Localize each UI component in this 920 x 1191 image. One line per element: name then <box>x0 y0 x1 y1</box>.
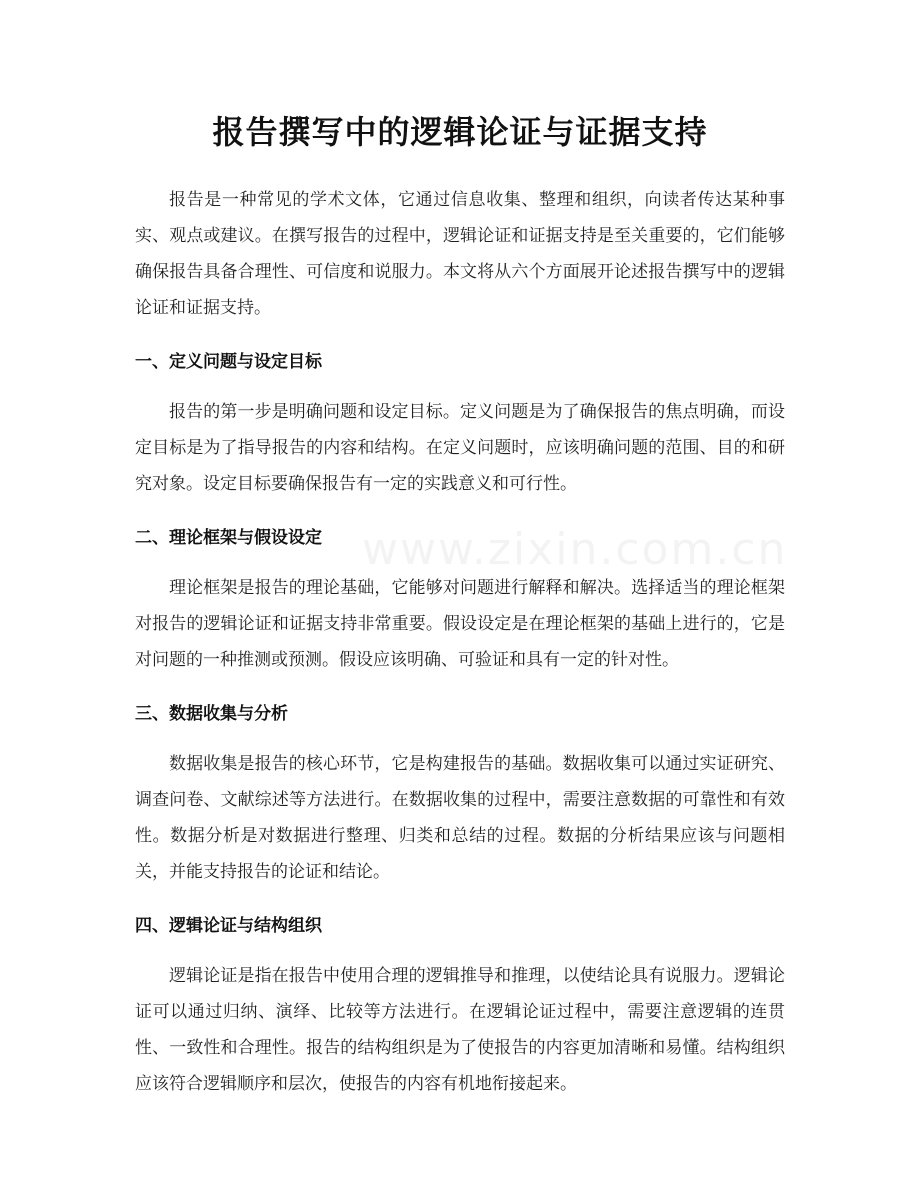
document-body <box>135 182 788 1102</box>
section-paragraph-2: 理论框架是报告的理论基础，它能够对问题进行解释和解决。选择适当的理论框架对报告的逻辑论证和证据支持非常重要。假设设定是在理论框架的基础上进行的，它是对问题的一种推测或预测。假设应该明确、可验证和具有一定的针对性。 <box>135 578 785 670</box>
intro-paragraph: 报告是一种常见的学术文体，它通过信息收集、整理和组织，向读者传达某种事实、观点或建议。在撰写报告的过程中，逻辑论证和证据支持是至关重要的，它们能够确保报告具备合理性、可信度和说服力。本文将从六个方面展开论述报告撰写中的逻辑论证和证据支持。 <box>135 190 785 318</box>
section-paragraph-4: 逻辑论证是指在报告中使用合理的逻辑推导和推理，以使结论具有说服力。逻辑论证可以通过归纳、演绎、比较等方法进行。在逻辑论证过程中，需要注意逻辑的连贯性、一致性和合理性。报告的结构组织是为了使报告的内容更加清晰和易懂。结构组织应该符合逻辑顺序和层次，使报告的内容有机地衔接起来。 <box>135 966 785 1094</box>
section-heading-1: 一、定义问题与设定目标 <box>135 352 322 372</box>
watermark-text: www.zixin.com.cn <box>362 524 788 575</box>
section-heading-4: 四、逻辑论证与结构组织 <box>135 916 322 936</box>
section-paragraph-3: 数据收集是报告的核心环节，它是构建报告的基础。数据收集可以通过实证研究、调查问卷、文献综述等方法进行。在数据收集的过程中，需要注意数据的可靠性和有效性。数据分析是对数据进行整理、归类和总结的过程。数据的分析结果应该与问题相关，并能支持报告的论证和结论。 <box>135 754 785 882</box>
section-heading-3: 三、数据收集与分析 <box>135 704 288 724</box>
document-title: 报告撰写中的逻辑论证与证据支持 <box>212 113 708 151</box>
section-paragraph-1: 报告的第一步是明确问题和设定目标。定义问题是为了确保报告的焦点明确，而设定目标是为了指导报告的内容和结构。在定义问题时，应该明确问题的范围、目的和研究对象。设定目标要确保报告有一定的实践意义和可行性。 <box>135 402 785 494</box>
section-heading-2: 二、理论框架与假设设定 <box>135 528 322 548</box>
